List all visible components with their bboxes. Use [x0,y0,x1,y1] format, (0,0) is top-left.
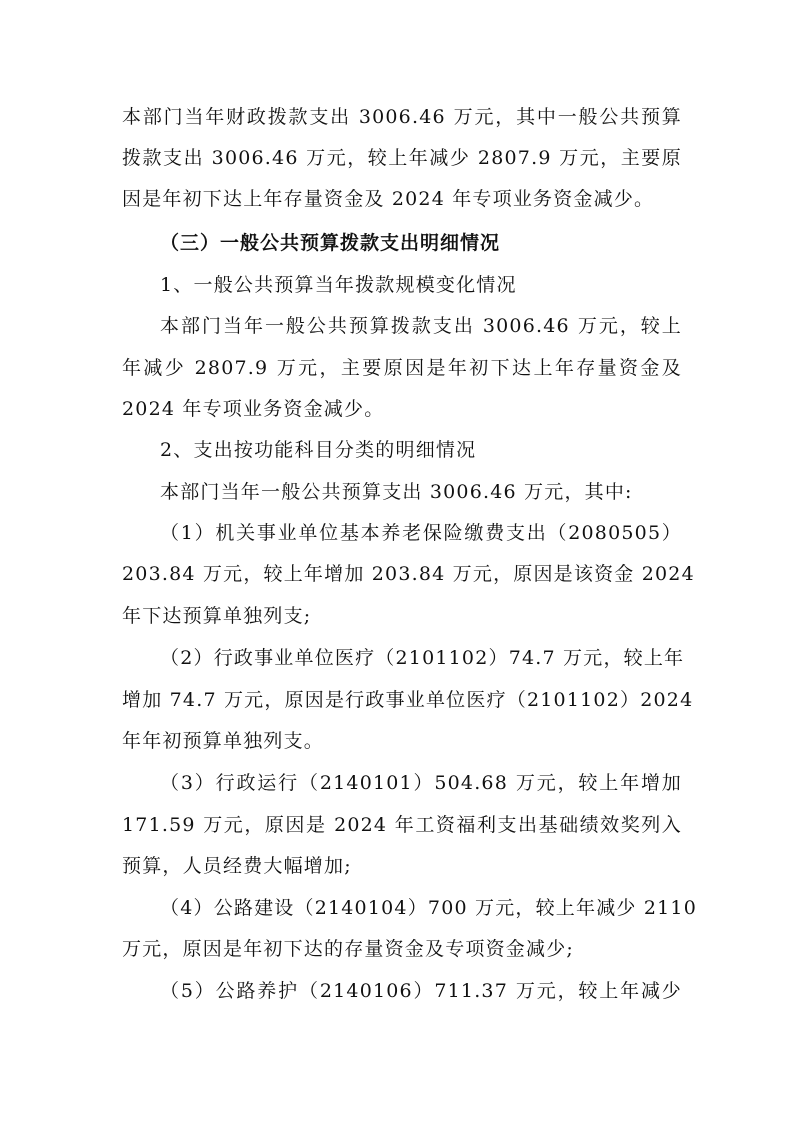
paragraph-2-line-2: 年减少 2807.9 万元，主要原因是年初下达上年存量资金及 [122,357,682,379]
item-3-line-3: 预算，人员经费大幅增加; [122,855,352,877]
item-1-line-3: 年下达预算单独列支; [122,605,312,627]
item-2-line-1: （2）行政事业单位医疗（2101102）74.7 万元，较上年 [160,647,685,669]
item-2-line-2: 增加 74.7 万元，原因是行政事业单位医疗（2101102）2024 [122,689,694,711]
item-3-line-2: 171.59 万元，原因是 2024 年工资福利支出基础绩效奖列入 [122,814,682,836]
item-4-line-2: 万元，原因是年初下达的存量资金及专项资金减少; [122,938,575,960]
paragraph-3: 本部门当年一般公共预算支出 3006.46 万元，其中: [160,481,633,503]
paragraph-1-line-2: 拨款支出 3006.46 万元，较上年减少 2807.9 万元，主要原 [122,147,682,169]
item-2-line-3: 年年初预算单独列支。 [122,730,325,752]
paragraph-2-line-3: 2024 年专项业务资金减少。 [122,398,385,420]
item-5-line-1: （5）公路养护（2140106）711.37 万元，较上年减少 [160,980,682,1002]
item-1-line-2: 203.84 万元，较上年增加 203.84 万元，原因是该资金 2024 [122,563,695,585]
section-heading: （三）一般公共预算拨款支出明细情况 [160,232,501,254]
subheading-2: 2、支出按功能科目分类的明细情况 [160,439,477,461]
item-3-line-1: （3）行政运行（2140101）504.68 万元，较上年增加 [160,772,682,794]
paragraph-1-line-3: 因是年初下达上年存量资金及 2024 年专项业务资金减少。 [122,188,655,210]
paragraph-2-line-1: 本部门当年一般公共预算拨款支出 3006.46 万元，较上 [160,315,682,337]
paragraph-1-line-1: 本部门当年财政拨款支出 3006.46 万元，其中一般公共预算 [122,106,682,128]
subheading-1: 1、一般公共预算当年拨款规模变化情况 [160,274,517,296]
item-1-line-1: （1）机关事业单位基本养老保险缴费支出（2080505） [160,522,682,544]
item-4-line-1: （4）公路建设（2140104）700 万元，较上年减少 2110 [160,897,698,919]
